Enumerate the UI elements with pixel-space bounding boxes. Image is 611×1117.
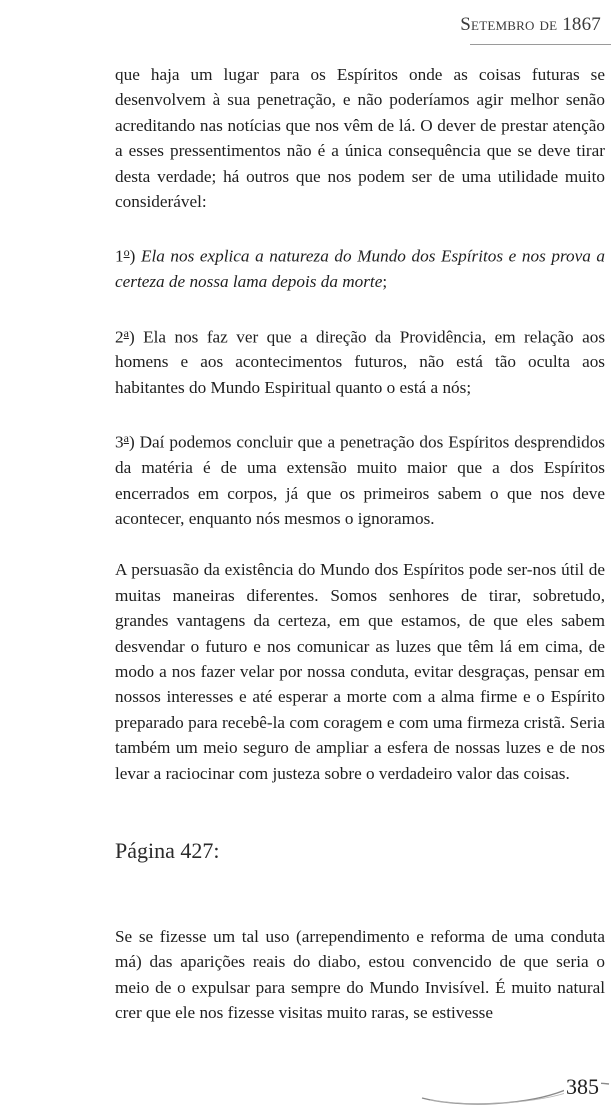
section-heading: Página 427: — [115, 838, 220, 863]
body-text-secondary — [115, 924, 605, 1026]
item-2-ordinal: a — [123, 325, 129, 340]
list-item-1 — [115, 240, 605, 294]
item-2-number: 2 — [115, 327, 124, 347]
header-rule — [470, 44, 611, 45]
spacer — [115, 214, 605, 240]
item-1-close: ) — [129, 246, 136, 266]
paragraph-intro: que haja um lugar para os Espíritos onde as coisas futuras se desenvolvem à sua penetração, e não poderíamos agir melhor senão acreditando nas notícias que nos vêm de lá. O dever de prestar atenção a esses pressentimentos não é a única consequência que se deve tirar desta verdade; há outros que nos podem ser de uma utilidade muito considerável: — [115, 65, 605, 212]
list-item-3 — [115, 426, 605, 531]
item-3-close: ) — [128, 432, 135, 452]
item-1-ordinal: o — [123, 245, 130, 260]
item-1-italic-text: Ela nos explica a natureza do Mundo dos Espíritos e nos prova a certeza de nossa lama depois da morte — [115, 246, 606, 292]
item-1-tail: ; — [382, 272, 388, 292]
running-head-text: Setembro de 1867 — [460, 14, 601, 35]
item-2-close: ) — [128, 327, 135, 347]
paragraph-final: Se se fizesse um tal uso (arrependimento e reforma de uma conduta má) das aparições reais do diabo, estou convencido de que seria o meio de o expulsar para sempre do Mundo Invisível. É muito natural crer que ele nos fizesse visitas muito raras, se estivesse — [115, 927, 605, 1023]
item-2-text: Ela nos faz ver que a direção da Providência, em relação aos homens e aos acontecimentos futuros, não está tão oculta aos habitantes do Mundo Espiritual quanto o está a nós; — [115, 327, 606, 397]
running-head — [460, 14, 601, 36]
body-text-main — [115, 62, 605, 786]
item-3-ordinal: a — [123, 431, 129, 446]
item-3-number: 3 — [115, 432, 124, 452]
spacer — [115, 295, 605, 321]
page-number: 385 — [566, 1074, 599, 1099]
paragraph-persuasion: A persuasão da existência do Mundo dos Espíritos pode ser-nos útil de muitas maneiras diferentes. Somos senhores de tirar, sobretudo, grandes vantagens da certeza, em que estamos, de que eles sabem desvendar o futuro e nos comunicar as luzes que têm lá em cima, de modo a nos fazer velar por nossa conduta, evitar desgraças, pensar em nossos interesses e até esperar a morte com a alma firme e o Espírito preparado para recebê-la com coragem e com uma firmeza cristã. Seria também um meio seguro de ampliar a esfera de nossas luzes e de nos levar a raciocinar com justeza sobre o verdadeiro valor das coisas. — [115, 560, 605, 783]
spacer — [115, 400, 605, 426]
list-item-2 — [115, 321, 605, 401]
item-1-number: 1 — [115, 246, 124, 266]
item-3-text: Daí podemos concluir que a penetração dos Espíritos desprendidos da matéria é de uma extensão muito maior que a dos Espíritos encerrados em corpos, já que os primeiros sabem o que nos deve acontecer, enquanto nós mesmos o ignoramos. — [115, 432, 605, 528]
spacer — [115, 531, 605, 557]
